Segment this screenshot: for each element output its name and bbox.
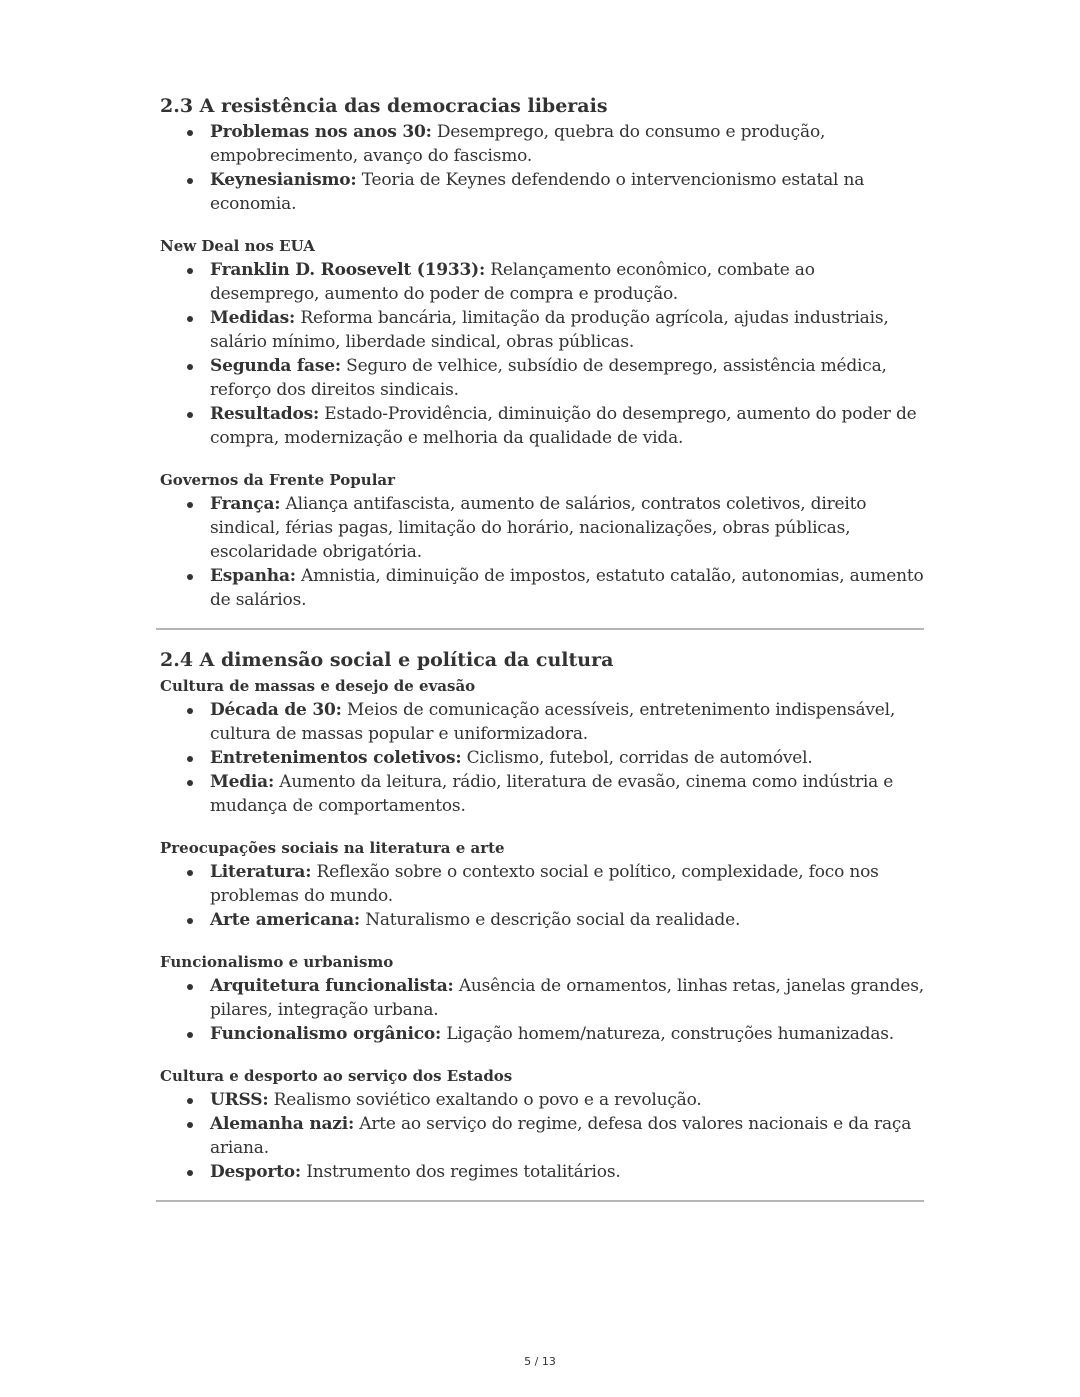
bullet-list [160,120,924,216]
list-item [210,860,924,908]
subsection-heading: Governos da Frente Popular [160,471,396,489]
item-label: Espanha: [210,566,296,586]
item-label: Keynesianismo: [210,170,357,190]
bullet-list [160,1088,924,1184]
item-text: Reflexão sobre o contexto social e político, complexidade, foco nos problemas do mundo. [210,862,879,906]
item-label: Funcionalismo orgânico: [210,1024,442,1044]
section-title: 2.4 A dimensão social e política da cultura [160,649,614,671]
list-item [210,1160,924,1184]
item-text: Estado-Providência, diminuição do desemprego, aumento do poder de compra, modernização e melhoria da qualidade de vida. [210,404,917,448]
item-label: Desporto: [210,1162,301,1182]
item-label: Entretenimentos coletivos: [210,748,462,768]
bullet-list [160,492,924,612]
list-item [210,1088,924,1112]
item-text: Instrumento dos regimes totalitários. [300,1162,621,1182]
item-text: Realismo soviético exaltando o povo e a revolução. [268,1090,702,1110]
item-text: Meios de comunicação acessíveis, entretenimento indispensável, cultura de massas popular e uniformizadora. [210,700,896,744]
subsection-heading: Cultura e desporto ao serviço dos Estados [160,1067,513,1085]
list-item [210,564,924,612]
list-item [210,258,924,306]
list-item [210,120,924,168]
item-label: Arquitetura funcionalista: [210,976,454,996]
bullet-list [160,974,924,1046]
item-label: Resultados: [210,404,320,424]
item-label: Medidas: [210,308,296,328]
subsection-heading: New Deal nos EUA [160,237,315,255]
page-indicator: 5 / 13 [524,1355,556,1368]
list-item [210,908,924,932]
bullet-list [160,258,924,450]
item-label: Literatura: [210,862,312,882]
list-item [210,746,924,770]
bullet-list [160,860,924,932]
item-text: Aliança antifascista, aumento de salários, contratos coletivos, direito sindical, férias pagas, limitação do horário, nacionalizações, obras públicas, escolaridade obrigatória. [210,494,867,562]
list-item [210,168,924,216]
item-text: Aumento da leitura, rádio, literatura de evasão, cinema como indústria e mudança de comportamentos. [210,772,894,816]
item-text: Arte ao serviço do regime, defesa dos valores nacionais e da raça ariana. [210,1114,912,1158]
item-text: Amnistia, diminuição de impostos, estatuto catalão, autonomias, aumento de salários. [210,566,924,610]
list-item [210,354,924,402]
item-label: Arte americana: [210,910,360,930]
list-item [210,770,924,818]
section-divider [156,1200,924,1202]
item-label: URSS: [210,1090,269,1110]
item-text: Seguro de velhice, subsídio de desemprego, assistência médica, reforço dos direitos sindicais. [210,356,887,400]
item-text: Relançamento econômico, combate ao desemprego, aumento do poder de compra e produção. [210,260,815,304]
document-page [160,92,924,1202]
list-item [210,698,924,746]
list-item [210,1022,924,1046]
bullet-list [160,698,924,818]
item-text: Ciclismo, futebol, corridas de automóvel. [461,748,813,768]
list-item [210,1112,924,1160]
item-label: Problemas nos anos 30: [210,122,432,142]
item-text: Ausência de ornamentos, linhas retas, janelas grandes, pilares, integração urbana. [210,976,924,1020]
item-label: Segunda fase: [210,356,341,376]
item-text: Ligação homem/natureza, construções humanizadas. [441,1024,895,1044]
item-text: Naturalismo e descrição social da realidade. [359,910,741,930]
list-item [210,974,924,1022]
item-text: Teoria de Keynes defendendo o intervencionismo estatal na economia. [210,170,865,214]
item-label: Década de 30: [210,700,342,720]
item-label: Alemanha nazi: [210,1114,355,1134]
subsection-heading: Preocupações sociais na literatura e arte [160,839,505,857]
item-text: Desemprego, quebra do consumo e produção, empobrecimento, avanço do fascismo. [210,122,826,166]
list-item [210,492,924,564]
section-title: 2.3 A resistência das democracias liberais [160,95,608,117]
subsection-heading: Funcionalismo e urbanismo [160,953,394,971]
subsection-heading: Cultura de massas e desejo de evasão [160,677,476,695]
list-item [210,306,924,354]
item-text: Reforma bancária, limitação da produção agrícola, ajudas industriais, salário mínimo, liberdade sindical, obras públicas. [210,308,889,352]
item-label: França: [210,494,281,514]
item-label: Franklin D. Roosevelt (1933): [210,260,486,280]
list-item [210,402,924,450]
item-label: Media: [210,772,275,792]
